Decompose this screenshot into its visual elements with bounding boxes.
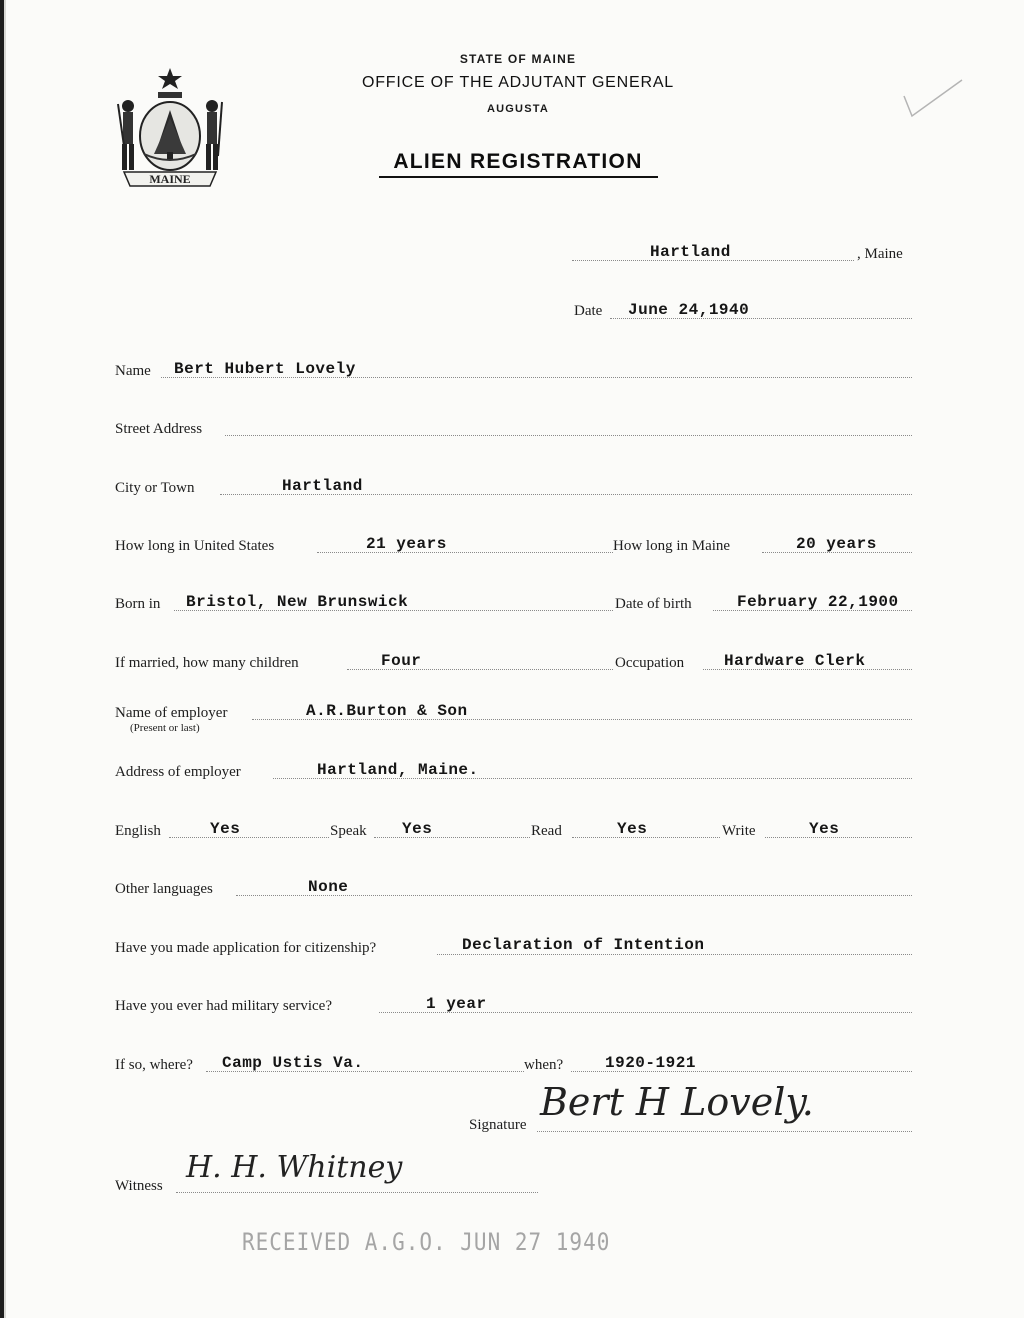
- title-underline: [379, 176, 658, 178]
- speak-label: Speak: [330, 823, 367, 839]
- city-heading: AUGUSTA: [487, 103, 549, 115]
- received-stamp: RECEIVED A.G.O. JUN 27 1940: [242, 1228, 611, 1256]
- occupation-label: Occupation: [615, 655, 685, 671]
- maine-years-label: How long in Maine: [613, 538, 731, 554]
- street-label: Street Address: [115, 421, 203, 437]
- signature-label: Signature: [469, 1117, 527, 1133]
- children-value: Four: [381, 652, 422, 670]
- employer-address-label: Address of employer: [115, 764, 241, 780]
- speak-value: Yes: [402, 820, 433, 838]
- citizenship-value: Declaration of Intention: [462, 936, 705, 954]
- signature-value: Bert H Lovely.: [540, 1080, 814, 1124]
- citizenship-label: Have you made application for citizenship?: [115, 940, 377, 956]
- witness-signature: H. H. Whitney: [186, 1150, 403, 1185]
- other-languages-value: None: [308, 878, 349, 896]
- name-value: Bert Hubert Lovely: [174, 360, 356, 378]
- dob-label: Date of birth: [615, 596, 692, 612]
- name-label: Name: [115, 363, 151, 379]
- us-years-label: How long in United States: [115, 538, 275, 554]
- dob-value: February 22,1900: [737, 593, 899, 611]
- city-value: Hartland: [282, 477, 363, 495]
- military-label: Have you ever had military service?: [115, 998, 332, 1014]
- employer-value: A.R.Burton & Son: [306, 702, 468, 720]
- english-value: Yes: [210, 820, 241, 838]
- where-label: If so, where?: [115, 1057, 193, 1073]
- office-heading: OFFICE OF THE ADJUTANT GENERAL: [361, 74, 675, 91]
- employer-sublabel: (Present or last): [130, 722, 200, 734]
- city-label: City or Town: [115, 480, 195, 496]
- svg-text:MAINE: MAINE: [149, 172, 191, 186]
- maine-state-seal-icon: [114, 66, 226, 190]
- where-value: Camp Ustis Va.: [222, 1054, 364, 1072]
- other-languages-label: Other languages: [115, 881, 213, 897]
- born-value: Bristol, New Brunswick: [186, 593, 409, 611]
- when-label: when?: [524, 1057, 564, 1073]
- employer-label: Name of employer: [115, 705, 228, 721]
- us-years-value: 21 years: [366, 535, 447, 553]
- when-value: 1920-1921: [605, 1054, 696, 1072]
- location-state: , Maine: [857, 246, 903, 262]
- employer-address-value: Hartland, Maine.: [317, 761, 479, 779]
- date-value: June 24,1940: [628, 301, 750, 319]
- date-label: Date: [574, 303, 603, 319]
- read-label: Read: [531, 823, 562, 839]
- military-value: 1 year: [426, 995, 487, 1013]
- children-label: If married, how many children: [115, 655, 299, 671]
- write-label: Write: [722, 823, 756, 839]
- maine-years-value: 20 years: [796, 535, 877, 553]
- state-heading: STATE OF MAINE: [459, 52, 577, 66]
- location-town: Hartland: [650, 243, 731, 261]
- write-value: Yes: [809, 820, 840, 838]
- witness-label: Witness: [115, 1178, 163, 1194]
- english-label: English: [115, 823, 161, 839]
- occupation-value: Hardware Clerk: [724, 652, 866, 670]
- read-value: Yes: [617, 820, 648, 838]
- checkmark-icon: [902, 76, 964, 122]
- form-title: ALIEN REGISTRATION: [393, 150, 643, 173]
- born-label: Born in: [115, 596, 161, 612]
- registration-form: [4, 0, 1024, 1318]
